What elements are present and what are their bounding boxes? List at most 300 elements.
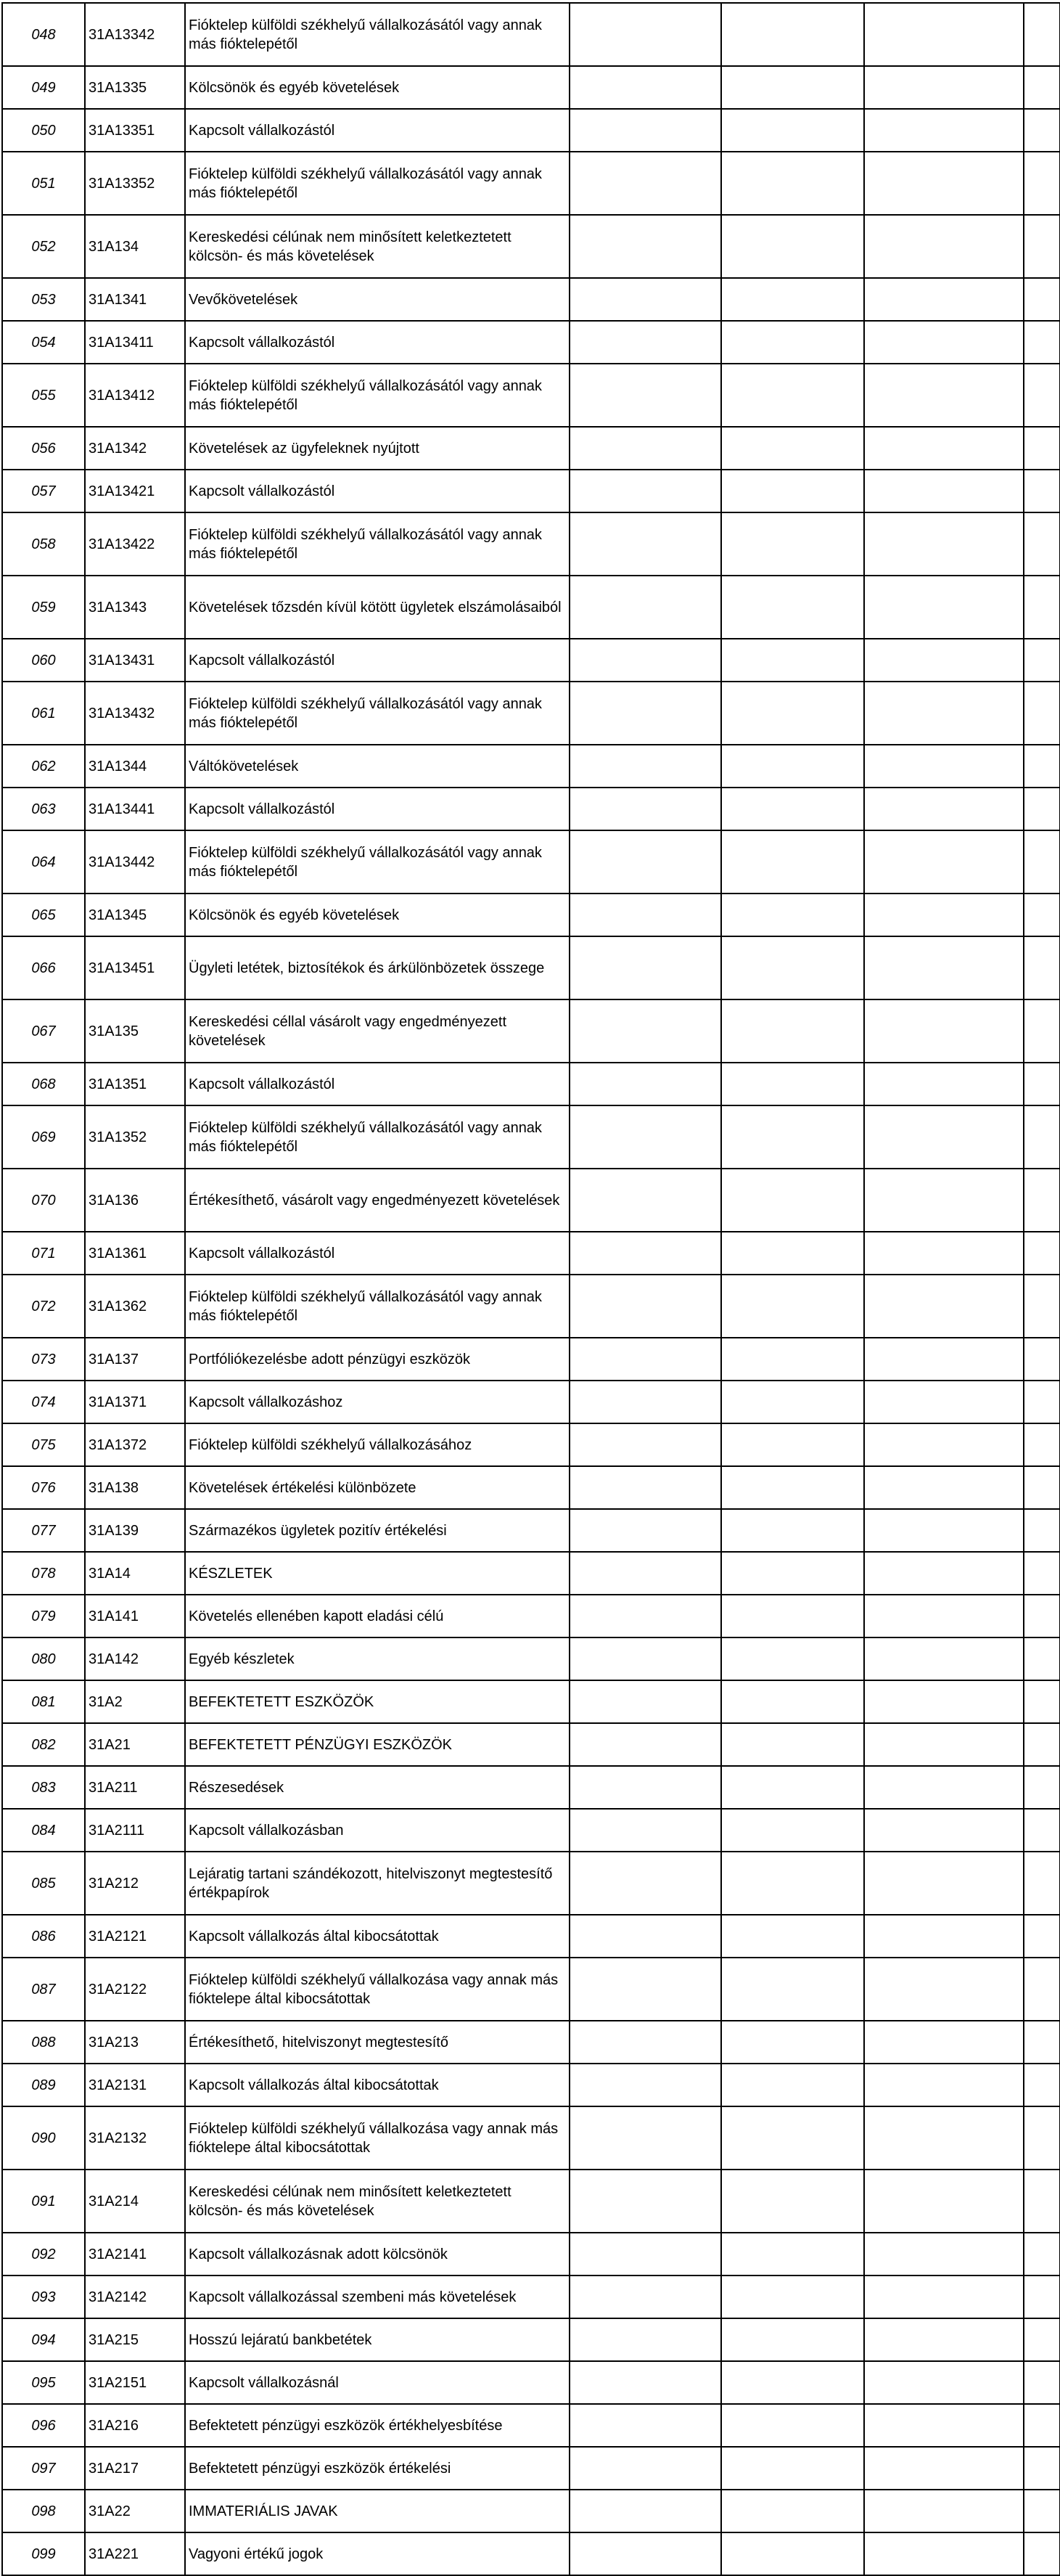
- value-cell-1: [570, 639, 721, 682]
- row-number: 049: [2, 66, 85, 109]
- value-cell-1: [570, 321, 721, 364]
- value-cell-3: [864, 894, 1024, 936]
- row-number: 087: [2, 1958, 85, 2021]
- row-description: Kereskedési céllal vásárolt vagy engedményezett követelések: [185, 999, 570, 1063]
- value-cell-1: [570, 2318, 721, 2361]
- table-row: [2, 1381, 1060, 1423]
- value-cell-1: [570, 1637, 721, 1680]
- row-code: 31A141: [85, 1595, 185, 1637]
- row-description: Fióktelep külföldi székhelyű vállalkozásától vagy annak más fióktelepétől: [185, 3, 570, 66]
- value-cell-2: [721, 2447, 864, 2490]
- row-code: 31A2142: [85, 2276, 185, 2318]
- value-cell-1: [570, 2106, 721, 2170]
- value-cell-1: [570, 152, 721, 215]
- value-cell-2: [721, 321, 864, 364]
- value-cell-4: [1024, 639, 1060, 682]
- row-code: 31A13442: [85, 830, 185, 894]
- value-cell-4: [1024, 1766, 1060, 1809]
- table-row: [2, 2361, 1060, 2404]
- value-cell-1: [570, 1958, 721, 2021]
- row-description: Befektetett pénzügyi eszközök értékelési: [185, 2447, 570, 2490]
- table-row: [2, 3, 1060, 66]
- value-cell-4: [1024, 1915, 1060, 1958]
- table-row: [2, 278, 1060, 321]
- value-cell-4: [1024, 2276, 1060, 2318]
- table-row: [2, 1852, 1060, 1915]
- value-cell-2: [721, 278, 864, 321]
- row-code: 31A215: [85, 2318, 185, 2361]
- row-description: Kapcsolt vállalkozással szembeni más követelések: [185, 2276, 570, 2318]
- row-code: 31A137: [85, 1338, 185, 1381]
- value-cell-3: [864, 109, 1024, 152]
- value-cell-3: [864, 2064, 1024, 2106]
- row-code: 31A1345: [85, 894, 185, 936]
- row-code: 31A1341: [85, 278, 185, 321]
- value-cell-2: [721, 109, 864, 152]
- value-cell-2: [721, 3, 864, 66]
- row-code: 31A2132: [85, 2106, 185, 2170]
- row-code: 31A1335: [85, 66, 185, 109]
- value-cell-2: [721, 682, 864, 745]
- value-cell-3: [864, 1766, 1024, 1809]
- value-cell-2: [721, 1552, 864, 1595]
- value-cell-4: [1024, 1169, 1060, 1232]
- table-row: [2, 215, 1060, 278]
- row-number: 098: [2, 2490, 85, 2532]
- row-number: 066: [2, 936, 85, 999]
- value-cell-4: [1024, 66, 1060, 109]
- row-description: Követelések értékelési különbözete: [185, 1466, 570, 1509]
- value-cell-2: [721, 2532, 864, 2575]
- row-description: Kapcsolt vállalkozás által kibocsátottak: [185, 2064, 570, 2106]
- value-cell-1: [570, 2233, 721, 2276]
- row-number: 091: [2, 2170, 85, 2233]
- value-cell-4: [1024, 745, 1060, 788]
- value-cell-4: [1024, 1637, 1060, 1680]
- value-cell-4: [1024, 470, 1060, 512]
- value-cell-2: [721, 1723, 864, 1766]
- value-cell-1: [570, 1509, 721, 1552]
- row-description: Fióktelep külföldi székhelyű vállalkozásától vagy annak más fióktelepétől: [185, 1275, 570, 1338]
- row-code: 31A1352: [85, 1105, 185, 1169]
- table-row: [2, 2170, 1060, 2233]
- value-cell-4: [1024, 2532, 1060, 2575]
- row-description: BEFEKTETETT ESZKÖZÖK: [185, 1680, 570, 1723]
- row-code: 31A13421: [85, 470, 185, 512]
- value-cell-2: [721, 1169, 864, 1232]
- value-cell-3: [864, 2170, 1024, 2233]
- row-description: Kölcsönök és egyéb követelések: [185, 66, 570, 109]
- row-code: 31A2131: [85, 2064, 185, 2106]
- value-cell-4: [1024, 1958, 1060, 2021]
- value-cell-1: [570, 109, 721, 152]
- value-cell-2: [721, 2276, 864, 2318]
- value-cell-2: [721, 1275, 864, 1338]
- table-row: [2, 364, 1060, 427]
- row-number: 058: [2, 512, 85, 576]
- row-description: Kapcsolt vállalkozásnál: [185, 2361, 570, 2404]
- row-code: 31A22: [85, 2490, 185, 2532]
- value-cell-3: [864, 470, 1024, 512]
- row-code: 31A2111: [85, 1809, 185, 1852]
- value-cell-1: [570, 1766, 721, 1809]
- row-number: 088: [2, 2021, 85, 2064]
- table-row: [2, 1338, 1060, 1381]
- row-code: 31A214: [85, 2170, 185, 2233]
- value-cell-3: [864, 2106, 1024, 2170]
- row-number: 084: [2, 1809, 85, 1852]
- value-cell-1: [570, 2021, 721, 2064]
- value-cell-1: [570, 2532, 721, 2575]
- row-number: 069: [2, 1105, 85, 1169]
- value-cell-2: [721, 470, 864, 512]
- value-cell-1: [570, 830, 721, 894]
- row-code: 31A1351: [85, 1063, 185, 1105]
- row-description: Ügyleti letétek, biztosítékok és árkülönbözetek összege: [185, 936, 570, 999]
- table-row: [2, 2318, 1060, 2361]
- table-row: [2, 2106, 1060, 2170]
- value-cell-2: [721, 2233, 864, 2276]
- row-code: 31A138: [85, 1466, 185, 1509]
- row-description: Kapcsolt vállalkozásban: [185, 1809, 570, 1852]
- table-row: [2, 1809, 1060, 1852]
- value-cell-4: [1024, 2233, 1060, 2276]
- row-code: 31A13432: [85, 682, 185, 745]
- row-code: 31A13412: [85, 364, 185, 427]
- value-cell-4: [1024, 788, 1060, 830]
- row-number: 057: [2, 470, 85, 512]
- value-cell-2: [721, 1809, 864, 1852]
- row-description: Egyéb készletek: [185, 1637, 570, 1680]
- value-cell-4: [1024, 2064, 1060, 2106]
- value-cell-4: [1024, 427, 1060, 470]
- row-number: 096: [2, 2404, 85, 2447]
- value-cell-4: [1024, 1423, 1060, 1466]
- value-cell-1: [570, 1915, 721, 1958]
- value-cell-1: [570, 470, 721, 512]
- table-row: [2, 1275, 1060, 1338]
- value-cell-1: [570, 1466, 721, 1509]
- table-row: [2, 1766, 1060, 1809]
- row-description: Befektetett pénzügyi eszközök értékhelyesbítése: [185, 2404, 570, 2447]
- value-cell-3: [864, 1595, 1024, 1637]
- row-description: Kapcsolt vállalkozás által kibocsátottak: [185, 1915, 570, 1958]
- value-cell-4: [1024, 152, 1060, 215]
- row-description: Származékos ügyletek pozitív értékelési: [185, 1509, 570, 1552]
- value-cell-3: [864, 1381, 1024, 1423]
- table-row: [2, 1723, 1060, 1766]
- value-cell-1: [570, 66, 721, 109]
- row-description: Kereskedési célúnak nem minősített keletkeztetett kölcsön- és más követelések: [185, 2170, 570, 2233]
- value-cell-1: [570, 1552, 721, 1595]
- row-description: Fióktelep külföldi székhelyű vállalkozásától vagy annak más fióktelepétől: [185, 682, 570, 745]
- value-cell-2: [721, 1637, 864, 1680]
- value-cell-3: [864, 1275, 1024, 1338]
- value-cell-2: [721, 1958, 864, 2021]
- value-cell-4: [1024, 2318, 1060, 2361]
- value-cell-1: [570, 1680, 721, 1723]
- value-cell-4: [1024, 936, 1060, 999]
- value-cell-1: [570, 1595, 721, 1637]
- value-cell-1: [570, 1852, 721, 1915]
- row-description: Értékesíthető, hitelviszonyt megtestesítő: [185, 2021, 570, 2064]
- value-cell-1: [570, 2404, 721, 2447]
- value-cell-3: [864, 1232, 1024, 1275]
- table-row: [2, 2490, 1060, 2532]
- row-description: Fióktelep külföldi székhelyű vállalkozásától vagy annak más fióktelepétől: [185, 152, 570, 215]
- row-code: 31A13441: [85, 788, 185, 830]
- row-code: 31A14: [85, 1552, 185, 1595]
- value-cell-2: [721, 364, 864, 427]
- table-row: [2, 1680, 1060, 1723]
- value-cell-2: [721, 894, 864, 936]
- value-cell-2: [721, 512, 864, 576]
- table-row: [2, 152, 1060, 215]
- value-cell-1: [570, 999, 721, 1063]
- row-description: BEFEKTETETT PÉNZÜGYI ESZKÖZÖK: [185, 1723, 570, 1766]
- value-cell-4: [1024, 1275, 1060, 1338]
- row-number: 078: [2, 1552, 85, 1595]
- table-row: [2, 427, 1060, 470]
- value-cell-4: [1024, 894, 1060, 936]
- row-description: Kapcsolt vállalkozástól: [185, 788, 570, 830]
- row-number: 077: [2, 1509, 85, 1552]
- value-cell-3: [864, 215, 1024, 278]
- value-cell-4: [1024, 576, 1060, 639]
- row-description: Fióktelep külföldi székhelyű vállalkozásától vagy annak más fióktelepétől: [185, 1105, 570, 1169]
- value-cell-2: [721, 66, 864, 109]
- table-row: [2, 1915, 1060, 1958]
- row-description: Követelések az ügyfeleknek nyújtott: [185, 427, 570, 470]
- value-cell-3: [864, 1063, 1024, 1105]
- row-number: 080: [2, 1637, 85, 1680]
- value-cell-2: [721, 576, 864, 639]
- row-number: 081: [2, 1680, 85, 1723]
- row-code: 31A135: [85, 999, 185, 1063]
- value-cell-1: [570, 215, 721, 278]
- value-cell-3: [864, 427, 1024, 470]
- value-cell-4: [1024, 1852, 1060, 1915]
- value-cell-1: [570, 1338, 721, 1381]
- row-number: 085: [2, 1852, 85, 1915]
- value-cell-3: [864, 788, 1024, 830]
- value-cell-3: [864, 2276, 1024, 2318]
- value-cell-2: [721, 2170, 864, 2233]
- value-cell-1: [570, 1423, 721, 1466]
- value-cell-1: [570, 278, 721, 321]
- value-cell-3: [864, 152, 1024, 215]
- value-cell-4: [1024, 830, 1060, 894]
- value-cell-3: [864, 2021, 1024, 2064]
- row-number: 051: [2, 152, 85, 215]
- row-code: 31A13431: [85, 639, 185, 682]
- value-cell-4: [1024, 2106, 1060, 2170]
- row-description: Kapcsolt vállalkozástól: [185, 109, 570, 152]
- value-cell-3: [864, 3, 1024, 66]
- row-number: 065: [2, 894, 85, 936]
- row-description: Kereskedési célúnak nem minősített keletkeztetett kölcsön- és más követelések: [185, 215, 570, 278]
- row-description: KÉSZLETEK: [185, 1552, 570, 1595]
- row-description: Kapcsolt vállalkozásnak adott kölcsönök: [185, 2233, 570, 2276]
- table-row: [2, 745, 1060, 788]
- table-row: [2, 1105, 1060, 1169]
- value-cell-3: [864, 936, 1024, 999]
- value-cell-3: [864, 2318, 1024, 2361]
- row-code: 31A1342: [85, 427, 185, 470]
- row-code: 31A2151: [85, 2361, 185, 2404]
- row-number: 089: [2, 2064, 85, 2106]
- row-code: 31A1344: [85, 745, 185, 788]
- value-cell-3: [864, 1637, 1024, 1680]
- row-description: Fióktelep külföldi székhelyű vállalkozásához: [185, 1423, 570, 1466]
- value-cell-1: [570, 1381, 721, 1423]
- row-code: 31A2122: [85, 1958, 185, 2021]
- table-row: [2, 2233, 1060, 2276]
- value-cell-4: [1024, 1063, 1060, 1105]
- row-number: 083: [2, 1766, 85, 1809]
- value-cell-3: [864, 1423, 1024, 1466]
- row-number: 074: [2, 1381, 85, 1423]
- row-number: 063: [2, 788, 85, 830]
- value-cell-2: [721, 2021, 864, 2064]
- row-number: 093: [2, 2276, 85, 2318]
- table-row: [2, 109, 1060, 152]
- value-cell-3: [864, 2404, 1024, 2447]
- value-cell-2: [721, 1423, 864, 1466]
- value-cell-3: [864, 999, 1024, 1063]
- row-description: Kapcsolt vállalkozástól: [185, 470, 570, 512]
- row-number: 059: [2, 576, 85, 639]
- row-code: 31A216: [85, 2404, 185, 2447]
- row-code: 31A212: [85, 1852, 185, 1915]
- row-code: 31A2121: [85, 1915, 185, 1958]
- row-code: 31A13411: [85, 321, 185, 364]
- value-cell-4: [1024, 2404, 1060, 2447]
- row-code: 31A134: [85, 215, 185, 278]
- value-cell-2: [721, 1063, 864, 1105]
- table-row: [2, 512, 1060, 576]
- table-row: [2, 1552, 1060, 1595]
- value-cell-3: [864, 2447, 1024, 2490]
- table-row: [2, 1637, 1060, 1680]
- value-cell-2: [721, 1852, 864, 1915]
- value-cell-2: [721, 1509, 864, 1552]
- value-cell-1: [570, 1275, 721, 1338]
- row-number: 070: [2, 1169, 85, 1232]
- value-cell-1: [570, 1809, 721, 1852]
- value-cell-4: [1024, 1232, 1060, 1275]
- value-cell-3: [864, 1466, 1024, 1509]
- value-cell-1: [570, 1063, 721, 1105]
- value-cell-3: [864, 1809, 1024, 1852]
- accounts-table: [1, 2, 1060, 2576]
- row-number: 090: [2, 2106, 85, 2170]
- value-cell-1: [570, 2447, 721, 2490]
- value-cell-2: [721, 2490, 864, 2532]
- value-cell-3: [864, 512, 1024, 576]
- row-code: 31A211: [85, 1766, 185, 1809]
- value-cell-4: [1024, 321, 1060, 364]
- value-cell-1: [570, 2064, 721, 2106]
- value-cell-2: [721, 1915, 864, 1958]
- value-cell-3: [864, 1338, 1024, 1381]
- value-cell-1: [570, 364, 721, 427]
- value-cell-3: [864, 1723, 1024, 1766]
- value-cell-1: [570, 936, 721, 999]
- table-row: [2, 1958, 1060, 2021]
- value-cell-2: [721, 2404, 864, 2447]
- value-cell-4: [1024, 512, 1060, 576]
- value-cell-2: [721, 1105, 864, 1169]
- value-cell-3: [864, 1680, 1024, 1723]
- value-cell-1: [570, 894, 721, 936]
- row-number: 094: [2, 2318, 85, 2361]
- row-number: 097: [2, 2447, 85, 2490]
- row-number: 064: [2, 830, 85, 894]
- value-cell-2: [721, 1595, 864, 1637]
- value-cell-4: [1024, 3, 1060, 66]
- value-cell-3: [864, 639, 1024, 682]
- value-cell-3: [864, 2361, 1024, 2404]
- value-cell-3: [864, 1169, 1024, 1232]
- table-row: [2, 1466, 1060, 1509]
- value-cell-1: [570, 2170, 721, 2233]
- row-description: Fióktelep külföldi székhelyű vállalkozásától vagy annak más fióktelepétől: [185, 364, 570, 427]
- value-cell-3: [864, 2532, 1024, 2575]
- value-cell-4: [1024, 1381, 1060, 1423]
- row-number: 062: [2, 745, 85, 788]
- row-number: 068: [2, 1063, 85, 1105]
- value-cell-1: [570, 1105, 721, 1169]
- row-code: 31A1343: [85, 576, 185, 639]
- table-row: [2, 2064, 1060, 2106]
- row-description: Kapcsolt vállalkozáshoz: [185, 1381, 570, 1423]
- value-cell-3: [864, 1852, 1024, 1915]
- row-description: Kapcsolt vállalkozástól: [185, 639, 570, 682]
- row-number: 092: [2, 2233, 85, 2276]
- row-description: Fióktelep külföldi székhelyű vállalkozása vagy annak más fióktelepe által kibocsátottak: [185, 2106, 570, 2170]
- value-cell-4: [1024, 1809, 1060, 1852]
- value-cell-4: [1024, 1509, 1060, 1552]
- value-cell-2: [721, 745, 864, 788]
- row-number: 060: [2, 639, 85, 682]
- table-row: [2, 999, 1060, 1063]
- value-cell-3: [864, 1958, 1024, 2021]
- table-row: [2, 639, 1060, 682]
- value-cell-4: [1024, 1680, 1060, 1723]
- value-cell-4: [1024, 278, 1060, 321]
- table-row: [2, 894, 1060, 936]
- value-cell-4: [1024, 682, 1060, 745]
- value-cell-2: [721, 215, 864, 278]
- value-cell-4: [1024, 2490, 1060, 2532]
- value-cell-2: [721, 152, 864, 215]
- row-number: 095: [2, 2361, 85, 2404]
- value-cell-4: [1024, 2021, 1060, 2064]
- row-code: 31A217: [85, 2447, 185, 2490]
- row-description: Fióktelep külföldi székhelyű vállalkozásától vagy annak más fióktelepétől: [185, 512, 570, 576]
- value-cell-3: [864, 1552, 1024, 1595]
- table-row: [2, 66, 1060, 109]
- row-code: 31A139: [85, 1509, 185, 1552]
- table-row: [2, 2404, 1060, 2447]
- row-description: Kapcsolt vállalkozástól: [185, 1063, 570, 1105]
- row-description: Részesedések: [185, 1766, 570, 1809]
- value-cell-1: [570, 512, 721, 576]
- row-code: 31A13342: [85, 3, 185, 66]
- row-description: Váltókövetelések: [185, 745, 570, 788]
- row-number: 052: [2, 215, 85, 278]
